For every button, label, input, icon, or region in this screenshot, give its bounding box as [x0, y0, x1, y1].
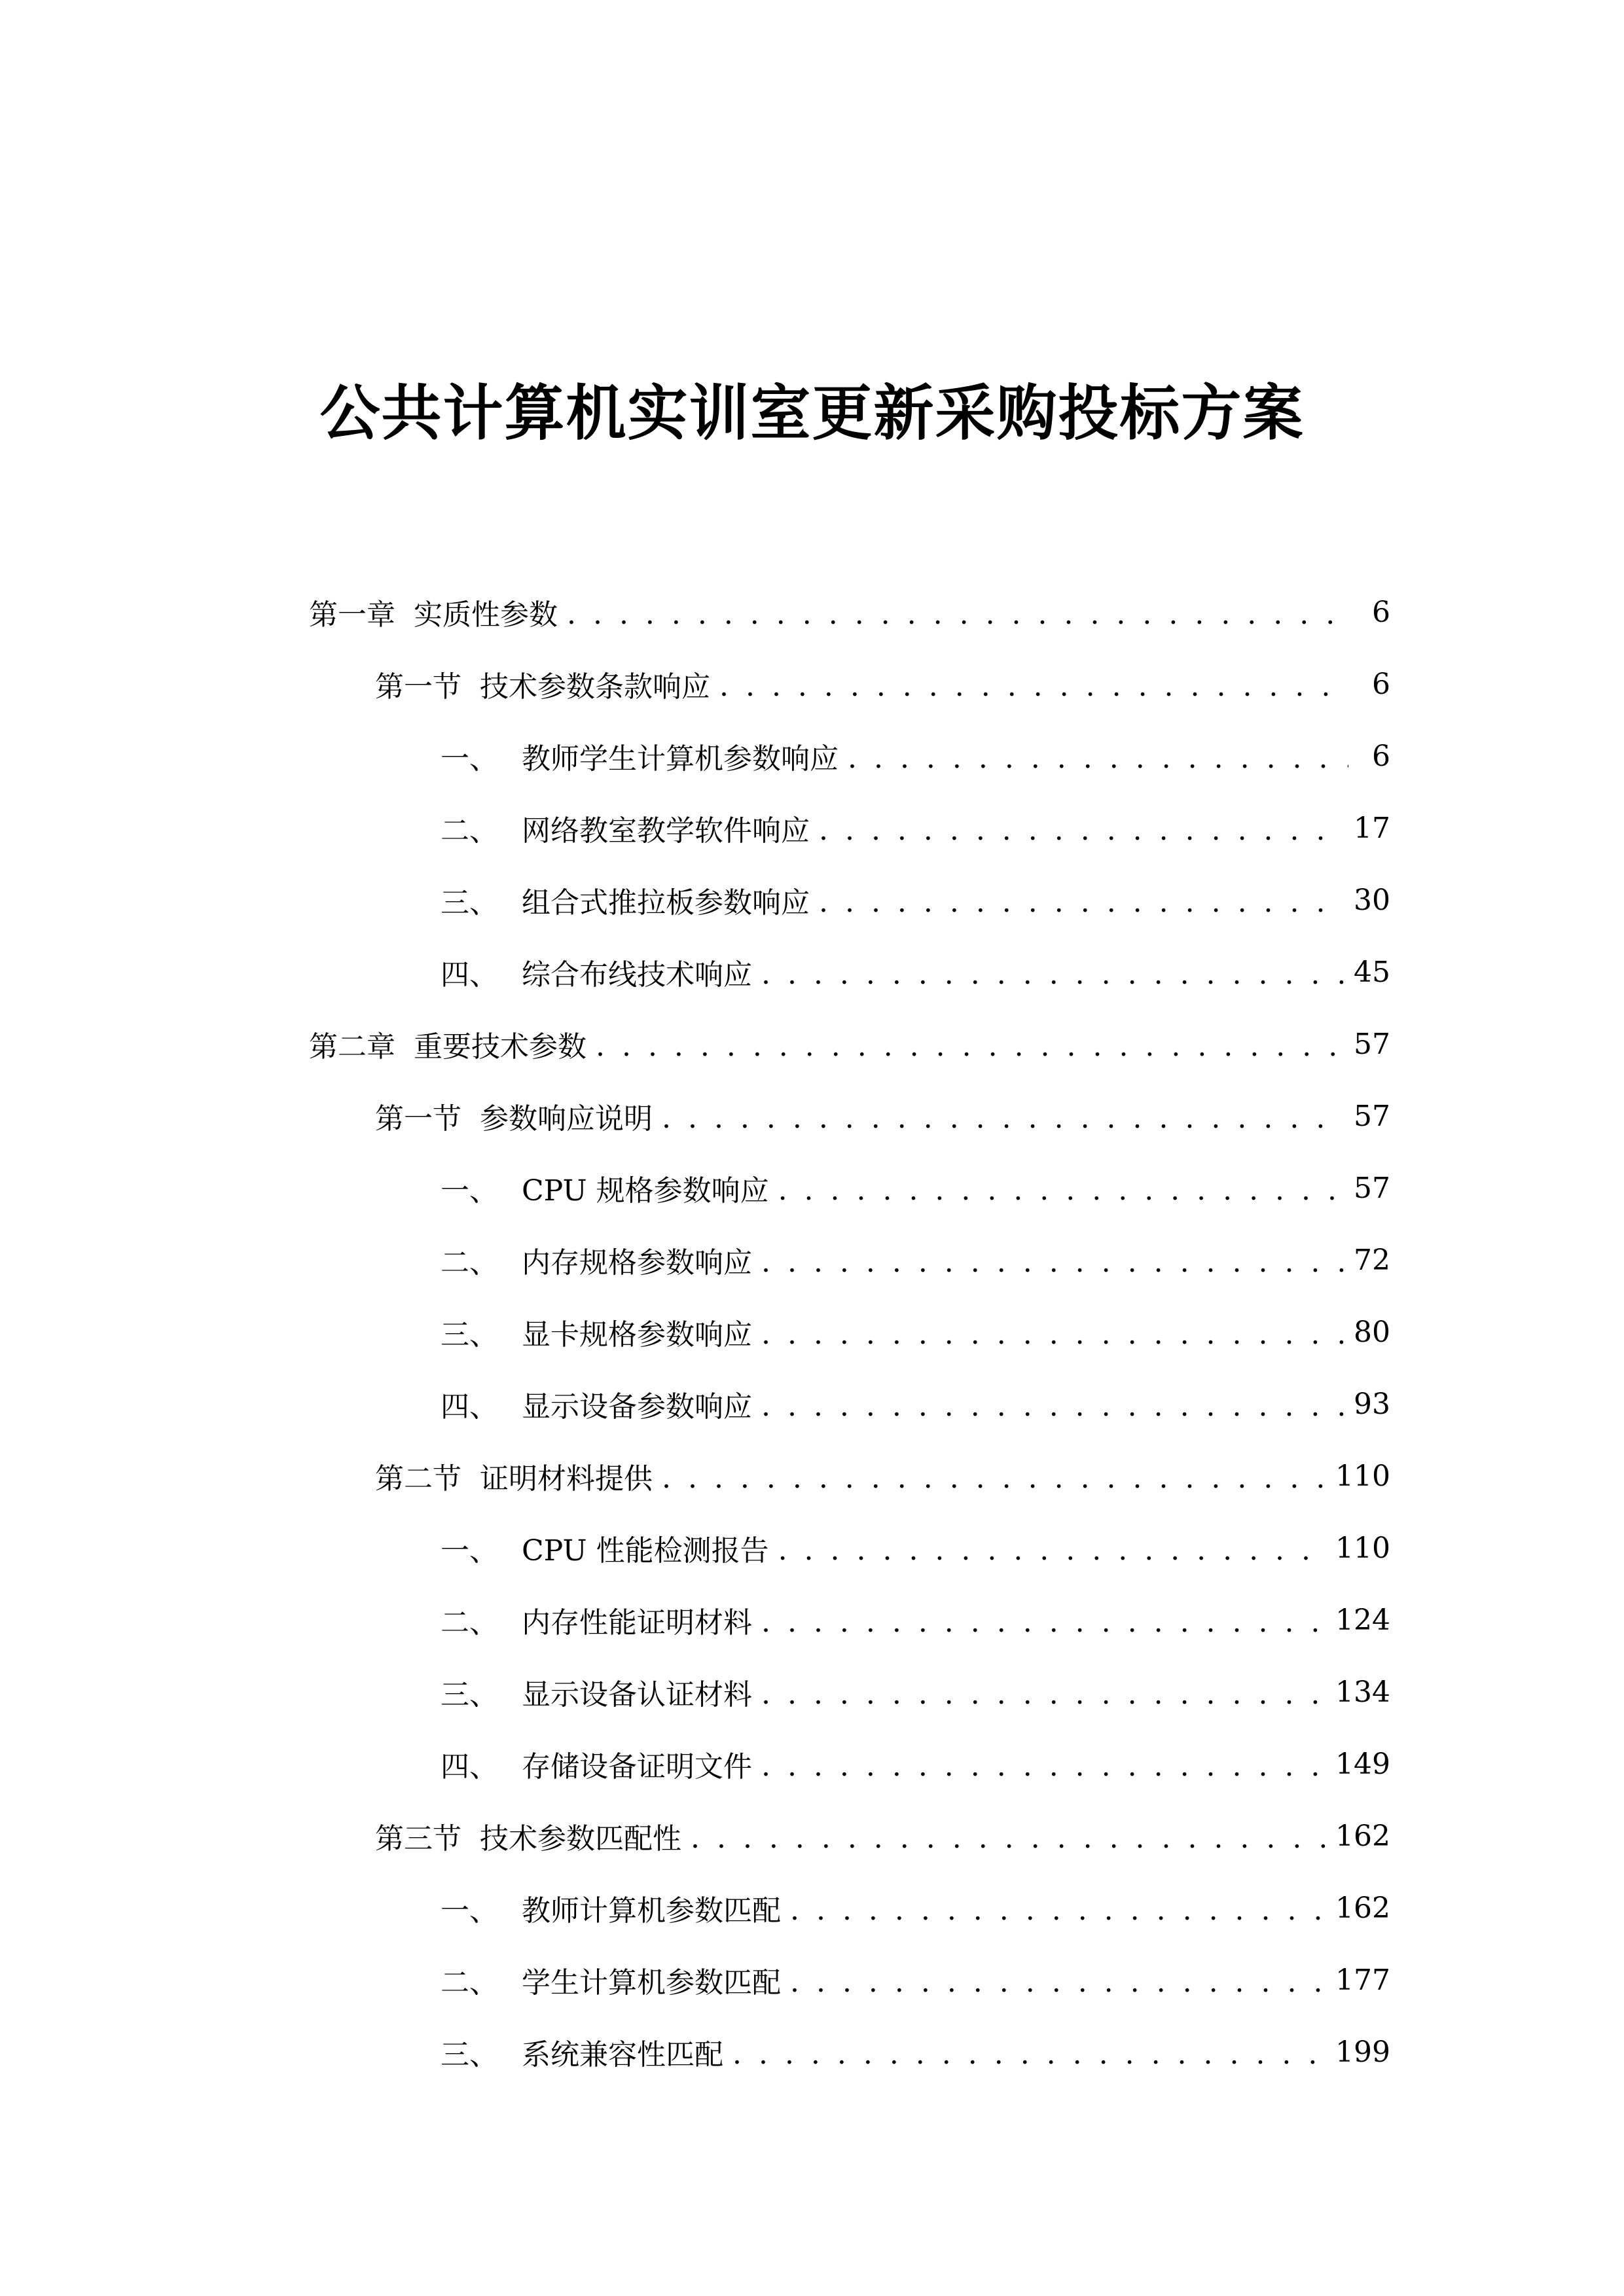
- toc-entry-title: 教师学生计算机参数响应: [522, 742, 839, 776]
- toc-entry-page: 6: [1372, 595, 1390, 629]
- toc-dot-leader: [761, 1752, 1326, 1781]
- toc-entry-title: 学生计算机参数匹配: [522, 1966, 781, 2000]
- toc-dot-leader: [761, 1248, 1344, 1277]
- toc-entry-item[interactable]: [441, 1368, 1390, 1440]
- toc-entry-page: 110: [1335, 1459, 1390, 1493]
- toc-entry-title: 技术参数匹配性: [480, 1822, 681, 1856]
- toc-entry-section[interactable]: [375, 1440, 1390, 1512]
- toc-entry-number: 一、: [441, 742, 498, 776]
- toc-entry-item[interactable]: [441, 1152, 1390, 1224]
- toc-entry-page: 45: [1354, 955, 1390, 989]
- toc-dot-leader: [567, 600, 1348, 629]
- toc-entry-number: 二、: [441, 1246, 498, 1280]
- toc-entry-page: 6: [1372, 667, 1390, 701]
- toc-entry-item[interactable]: [441, 2016, 1390, 2088]
- toc-entry-number: 二、: [441, 1606, 498, 1640]
- toc-entry-title: 内存规格参数响应: [522, 1246, 752, 1280]
- toc-entry-item[interactable]: [441, 720, 1390, 792]
- toc-entry-title: 重要技术参数: [414, 1030, 586, 1064]
- toc-entry-number: 第三节: [375, 1822, 461, 1856]
- toc-entry-title: 系统兼容性匹配: [522, 2038, 723, 2072]
- toc-entry-item[interactable]: [441, 1872, 1390, 1944]
- toc-entry-item[interactable]: [441, 1944, 1390, 2016]
- toc-dot-leader: [761, 1392, 1344, 1421]
- toc-entry-page: 124: [1335, 1603, 1390, 1637]
- toc-entry-item[interactable]: [441, 1296, 1390, 1368]
- toc-dot-leader: [778, 1536, 1326, 1565]
- toc-entry-number: 一、: [441, 1894, 498, 1928]
- toc-dot-leader: [819, 888, 1344, 917]
- toc-entry-title: 内存性能证明材料: [522, 1606, 752, 1640]
- toc-entry-title: 技术参数条款响应: [480, 670, 710, 704]
- toc-dot-leader: [790, 1896, 1326, 1925]
- toc-dot-leader: [691, 1824, 1326, 1853]
- toc-entry-page: 6: [1372, 739, 1390, 773]
- toc-dot-leader: [819, 816, 1344, 845]
- toc-entry-number: 第二节: [375, 1462, 461, 1496]
- toc-entry-section[interactable]: [375, 648, 1390, 720]
- toc-dot-leader: [719, 672, 1348, 701]
- toc-entry-item[interactable]: [441, 1512, 1390, 1584]
- toc-entry-title: 显卡规格参数响应: [522, 1318, 752, 1352]
- toc-entry-title: 实质性参数: [414, 598, 558, 632]
- toc-entry-number: 二、: [441, 1966, 498, 2000]
- toc-entry-page: 57: [1354, 1099, 1390, 1133]
- toc-dot-leader: [761, 1680, 1326, 1709]
- toc-entry-page: 57: [1354, 1171, 1390, 1205]
- toc-entry-page: 57: [1354, 1027, 1390, 1061]
- toc-entry-item[interactable]: [441, 864, 1390, 936]
- toc-entry-page: 17: [1354, 811, 1390, 845]
- toc-entry-title: 存储设备证明文件: [522, 1750, 752, 1784]
- toc-entry-page: 30: [1354, 883, 1390, 917]
- toc-entry-number: 三、: [441, 1678, 498, 1712]
- toc-entry-number: 一、: [441, 1174, 498, 1208]
- toc-entry-page: 162: [1335, 1819, 1390, 1853]
- toc-dot-leader: [732, 2040, 1326, 2069]
- toc-entry-title: 网络教室教学软件响应: [522, 814, 810, 848]
- toc-entry-item[interactable]: [441, 936, 1390, 1008]
- toc-entry-chapter[interactable]: [309, 576, 1390, 648]
- document-title: 公共计算机实训室更新采购投标方案: [319, 378, 1305, 448]
- toc-entry-item[interactable]: [441, 1584, 1390, 1656]
- toc-entry-page: 80: [1354, 1315, 1390, 1349]
- toc-dot-leader: [662, 1104, 1344, 1133]
- toc-entry-number: 二、: [441, 814, 498, 848]
- toc-dot-leader: [790, 1968, 1326, 1997]
- toc-entry-title: 显示设备认证材料: [522, 1678, 752, 1712]
- toc-entry-page: 149: [1335, 1747, 1390, 1781]
- toc-entry-number: 三、: [441, 886, 498, 920]
- toc-entry-title: 参数响应说明: [480, 1102, 653, 1136]
- toc-entry-number: 第一章: [309, 598, 395, 632]
- toc-entry-title: 教师计算机参数匹配: [522, 1894, 781, 1928]
- toc-entry-page: 72: [1354, 1243, 1390, 1277]
- toc-entry-number: 第二章: [309, 1030, 395, 1064]
- toc-entry-page: 177: [1335, 1963, 1390, 1997]
- toc-entry-number: 第一节: [375, 670, 461, 704]
- toc-entry-item[interactable]: [441, 792, 1390, 864]
- toc-entry-page: 199: [1335, 2035, 1390, 2069]
- toc-dot-leader: [761, 1320, 1344, 1349]
- toc-entry-item[interactable]: [441, 1728, 1390, 1800]
- toc-entry-item[interactable]: [441, 1224, 1390, 1296]
- toc-entry-number: 第一节: [375, 1102, 461, 1136]
- toc-dot-leader: [778, 1176, 1344, 1205]
- toc-entry-title: 显示设备参数响应: [522, 1390, 752, 1424]
- toc-entry-title: CPU 规格参数响应: [522, 1174, 769, 1208]
- toc-entry-title: 证明材料提供: [480, 1462, 653, 1496]
- toc-entry-section[interactable]: [375, 1080, 1390, 1152]
- toc-entry-title: 组合式推拉板参数响应: [522, 886, 810, 920]
- toc-entry-number: 四、: [441, 1750, 498, 1784]
- toc-dot-leader: [761, 960, 1344, 989]
- toc-dot-leader: [662, 1464, 1326, 1493]
- toc-entry-number: 三、: [441, 2038, 498, 2072]
- toc-entry-title: CPU 性能检测报告: [522, 1534, 769, 1568]
- toc-entry-title: 综合布线技术响应: [522, 958, 752, 992]
- toc-entry-section[interactable]: [375, 1800, 1390, 1872]
- toc-entry-number: 一、: [441, 1534, 498, 1568]
- toc-entry-number: 三、: [441, 1318, 498, 1352]
- toc-dot-leader: [596, 1032, 1344, 1061]
- toc-entry-page: 162: [1335, 1891, 1390, 1925]
- toc-entry-page: 134: [1335, 1675, 1390, 1709]
- toc-dot-leader: [761, 1608, 1326, 1637]
- toc-entry-chapter[interactable]: [309, 1008, 1390, 1080]
- toc-entry-number: 四、: [441, 958, 498, 992]
- toc-entry-item[interactable]: [441, 1656, 1390, 1728]
- toc-entry-number: 四、: [441, 1390, 498, 1424]
- toc-dot-leader: [848, 744, 1348, 773]
- toc-entry-page: 93: [1354, 1387, 1390, 1421]
- toc-entry-page: 110: [1335, 1531, 1390, 1565]
